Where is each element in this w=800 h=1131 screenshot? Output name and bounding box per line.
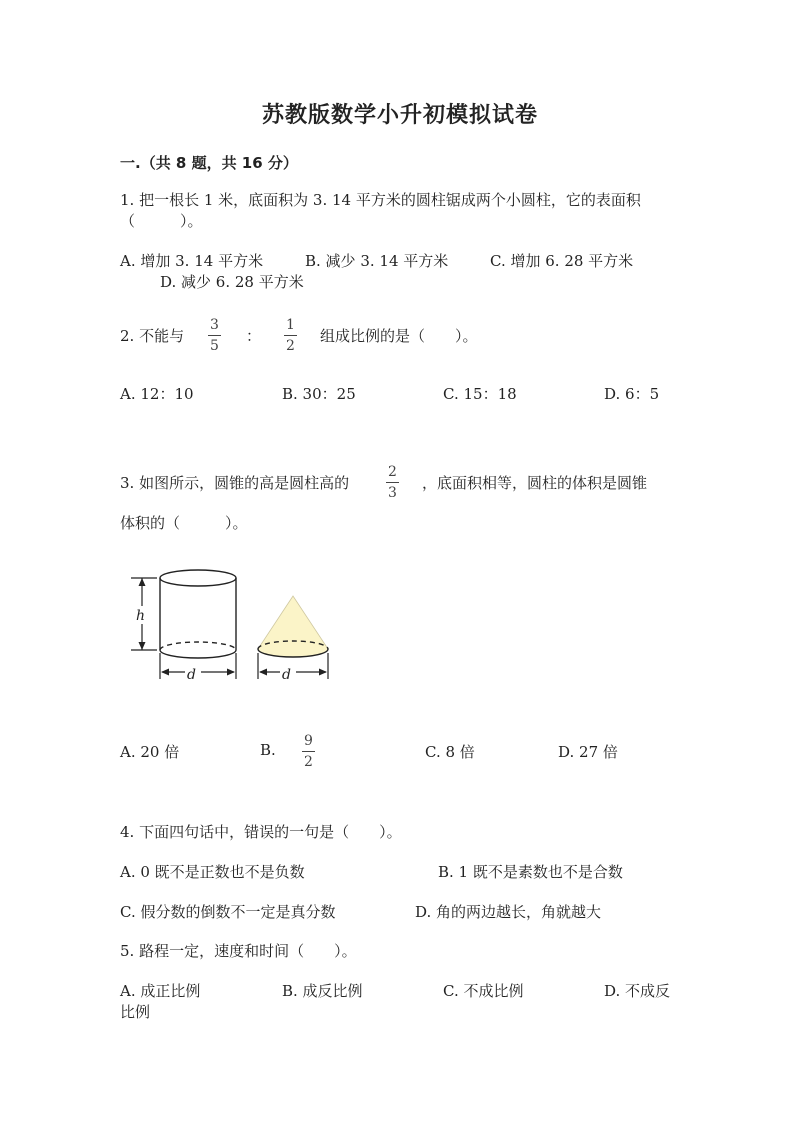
cone-shape: [258, 596, 328, 657]
page-title: 苏教版数学小升初模拟试卷: [261, 102, 538, 128]
question-3-stem-continued: 体积的（ ）。: [120, 514, 248, 532]
question-3-option-b[interactable]: B.: [260, 741, 276, 759]
fraction-numerator: 1: [286, 317, 295, 333]
question-3-option-b-fraction: [302, 733, 315, 771]
question-5-option-d-continued: 比例: [120, 1003, 151, 1021]
height-label: h: [136, 608, 146, 624]
question-2-stem-prefix: 2. 不能与: [120, 327, 185, 345]
question-2-option-d[interactable]: D. 6：5: [604, 385, 660, 403]
question-5-option-b[interactable]: B. 成反比例: [282, 982, 363, 1000]
question-5-option-a[interactable]: A. 成正比例: [120, 982, 201, 1000]
fraction-bar: [302, 751, 315, 752]
question-2-option-c[interactable]: C. 15：18: [443, 385, 517, 403]
fraction-denominator: 2: [304, 754, 313, 770]
question-1-option-c[interactable]: C. 增加 6. 28 平方米: [490, 252, 634, 270]
cylinder-diameter-label: d: [187, 667, 196, 683]
question-2-fraction-three-fifths: [208, 317, 221, 355]
cone-diameter-label: d: [282, 667, 291, 683]
question-3-option-d[interactable]: D. 27 倍: [558, 743, 618, 761]
question-4-option-b[interactable]: B. 1 既不是素数也不是合数: [438, 863, 623, 881]
question-3-option-c[interactable]: C. 8 倍: [425, 743, 475, 761]
question-4-option-c[interactable]: C. 假分数的倒数不一定是真分数: [120, 903, 336, 921]
cylinder-and-cone-figure: [125, 565, 340, 687]
fraction-bar: [386, 482, 399, 483]
question-3-stem-suffix: ，底面积相等，圆柱的体积是圆锥: [422, 474, 648, 492]
question-1-stem: 1. 把一根长 1 米，底面积为 3. 14 平方米的圆柱锯成两个小圆柱，它的表面积: [120, 191, 641, 209]
fraction-bar: [208, 335, 221, 336]
question-2-ratio-colon: ：: [246, 327, 262, 345]
question-4-option-a[interactable]: A. 0 既不是正数也不是负数: [120, 863, 305, 881]
question-3-fraction-two-thirds: [386, 464, 399, 502]
cylinder-shape: [160, 570, 236, 658]
question-1-option-a[interactable]: A. 增加 3. 14 平方米: [120, 252, 264, 270]
question-5-stem: 5. 路程一定，速度和时间（ ）。: [120, 942, 357, 960]
question-1-stem-continued: （ ）。: [120, 212, 203, 230]
question-3-stem-prefix: 3. 如图所示，圆锥的高是圆柱高的: [120, 474, 350, 492]
fraction-bar: [284, 335, 297, 336]
question-2-option-a[interactable]: A. 12：10: [120, 385, 194, 403]
question-4-stem: 4. 下面四句话中，错误的一句是（ ）。: [120, 823, 402, 841]
question-4-option-d[interactable]: D. 角的两边越长，角就越大: [415, 903, 602, 921]
fraction-denominator: 3: [388, 485, 397, 501]
fraction-denominator: 2: [286, 338, 295, 354]
question-1-option-b[interactable]: B. 减少 3. 14 平方米: [305, 252, 449, 270]
section-heading: 一.（共 8 题，共 16 分）: [120, 154, 298, 172]
question-2-fraction-one-half: [284, 317, 297, 355]
question-5-option-d[interactable]: D. 不成反: [604, 982, 671, 1000]
question-2-option-b[interactable]: B. 30：25: [282, 385, 356, 403]
question-2-stem-suffix: 组成比例的是（ ）。: [320, 327, 478, 345]
question-1-option-d[interactable]: D. 减少 6. 28 平方米: [160, 273, 304, 291]
fraction-numerator: 9: [304, 733, 313, 749]
question-3-option-a[interactable]: A. 20 倍: [120, 743, 180, 761]
question-5-option-c[interactable]: C. 不成比例: [443, 982, 524, 1000]
fraction-denominator: 5: [210, 338, 219, 354]
fraction-numerator: 2: [388, 464, 397, 480]
fraction-numerator: 3: [210, 317, 219, 333]
